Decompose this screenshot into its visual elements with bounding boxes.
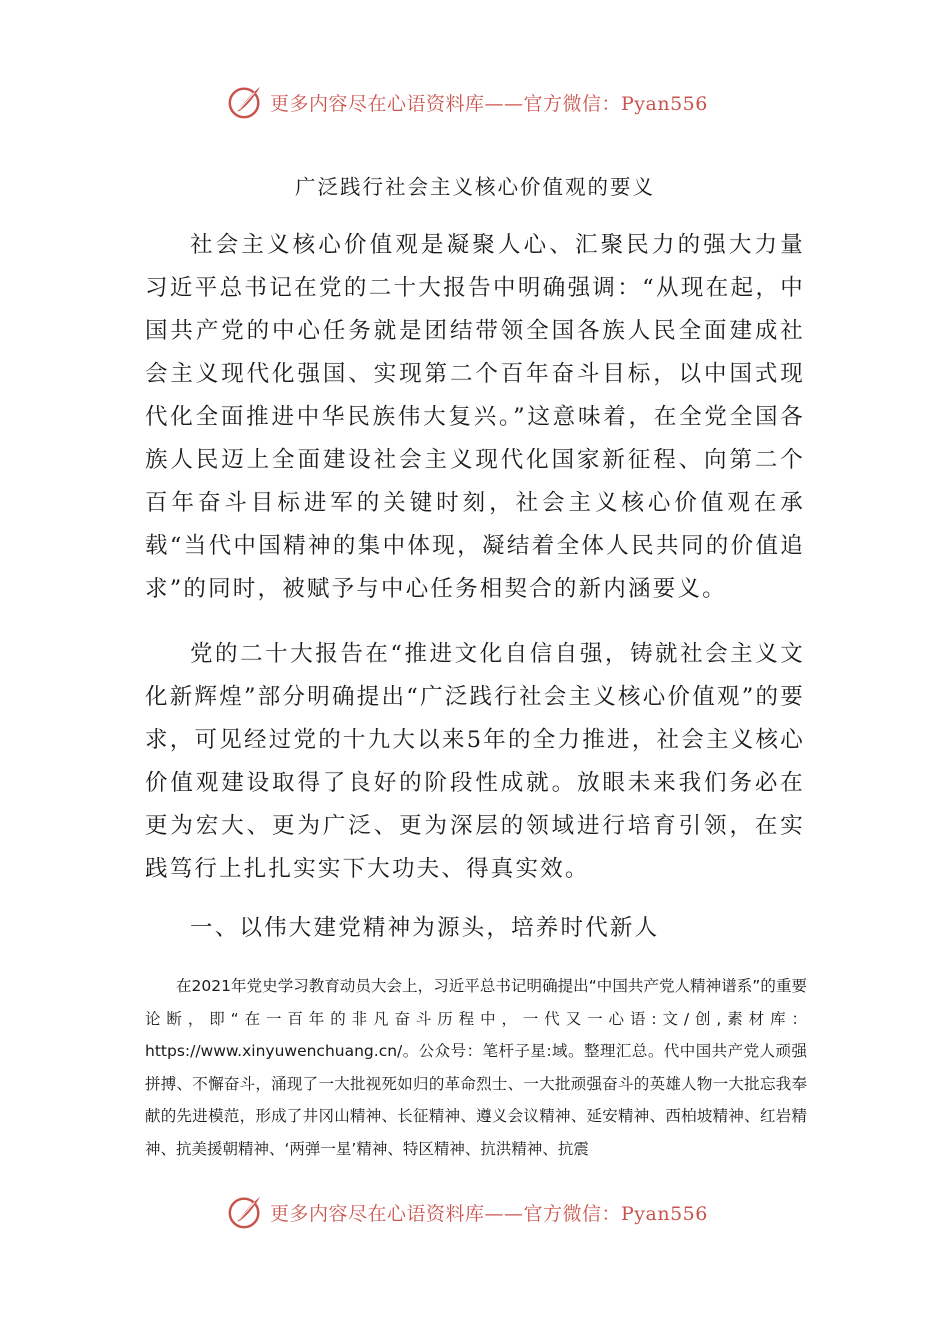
body-paragraph-2: 党的二十大报告在“推进文化自信自强，铸就社会主义文化新辉煌”部分明确提出“广泛践行社会主义核心价值观”的要求，可见经过党的十九大以来5年的全力推进，社会主义核心价值观建设取得了良好的阶段性成就。放眼未来我们务必在更为宏大、更为广泛、更为深层的领域进行培育引领，在实践笃行上扎扎实实下大功夫、得真实效。: [145, 641, 805, 882]
body-paragraph-3: 在2021年党史学习教育动员大会上，习近平总书记明确提出“中国共产党人精神谱系”的重要论断，即“在一百年的非凡奋斗历程中，一代又一心语:文/创,素材库：https://www.xinyuwenchuang.cn/。公众号：笔杆子星:域。整理汇总。代中国共产党人顽强拼搏、不懈奋斗，涌现了一大批视死如归的革命烈士、一大批顽强奋斗的英雄人物一大批忘我奉献的先进模范，形成了井冈山精神、长征精神、遵义会议精神、延安精神、西柏坡精神、红岩精神、抗美援朝精神、‘两弹一星’精神、特区精神、抗洪精神、抗震: [145, 977, 807, 1158]
quill-pen-circle-icon: [226, 83, 264, 121]
quill-pen-circle-icon: [226, 1193, 264, 1231]
watermark-banner-bottom: [226, 1192, 746, 1232]
watermark-text: 更多内容尽在心语资料库——官方微信：Pyan556: [270, 92, 708, 115]
document-title: 广泛践行社会主义核心价值观的要义: [295, 175, 655, 199]
watermark-banner-top: [226, 82, 746, 122]
watermark-text: 更多内容尽在心语资料库——官方微信：Pyan556: [270, 1202, 708, 1225]
body-paragraph-1: 社会主义核心价值观是凝聚人心、汇聚民力的强大力量习近平总书记在党的二十大报告中明确强调：“从现在起，中国共产党的中心任务就是团结带领全国各族人民全面建成社会主义现代化强国、实现第二个百年奋斗目标，以中国式现代化全面推进中华民族伟大复兴。”这意味着，在全党全国各族人民迈上全面建设社会主义现代化国家新征程、向第二个百年奋斗目标进军的关键时刻，社会主义核心价值观在承载“当代中国精神的集中体现，凝结着全体人民共同的价值追求”的同时，被赋予与中心任务相契合的新内涵要义。: [145, 232, 805, 602]
section-heading: 一、以伟大建党精神为源头，培养时代新人: [190, 915, 660, 941]
